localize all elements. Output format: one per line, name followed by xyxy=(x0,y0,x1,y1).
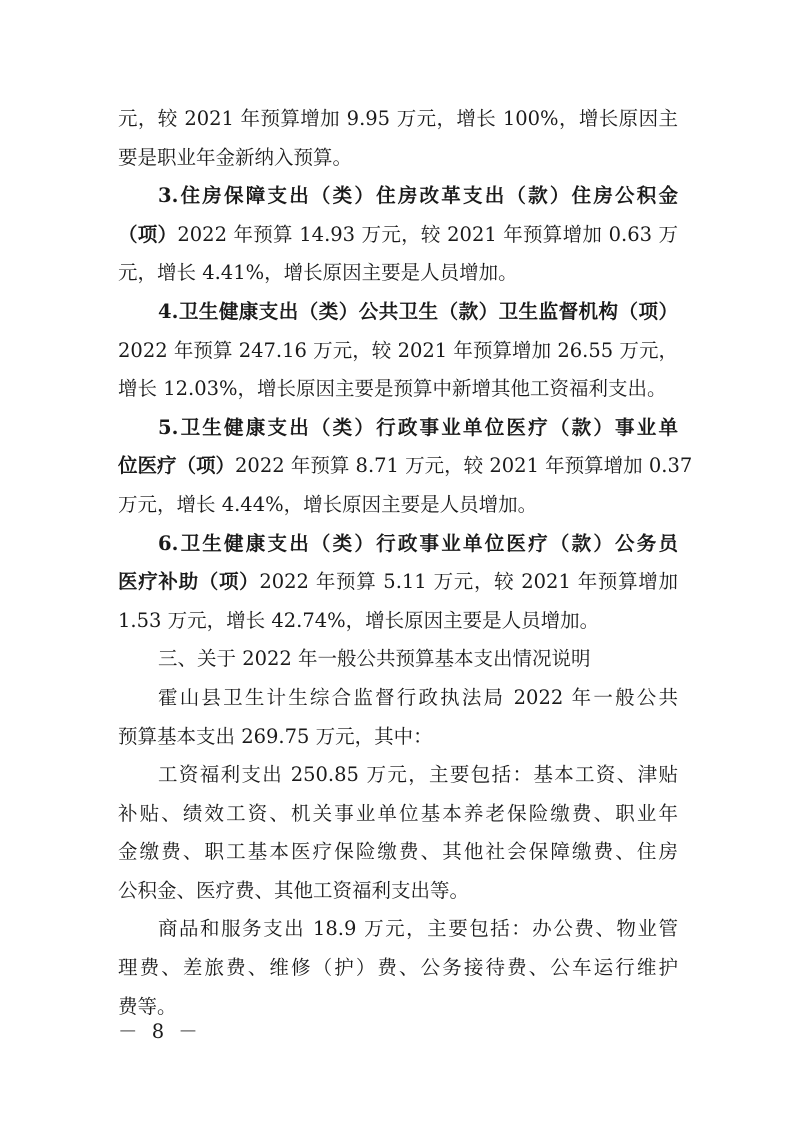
item-heading-cont: 位医疗（项） xyxy=(118,454,236,478)
item-heading: 5.卫生健康支出（类）行政事业单位医疗（款）事业单 xyxy=(158,415,678,439)
text-line: 万元，增长 4.44%，增长原因主要是人员增加。 xyxy=(118,492,538,516)
item-heading-cont: （项） xyxy=(118,222,178,246)
section-title: 三、关于 2022 年一般公共预算基本支出情况说明 xyxy=(158,647,591,671)
text-line xyxy=(118,563,678,602)
text-line: 费等。 xyxy=(118,994,177,1018)
item-heading: 3.住房保障支出（类）住房改革支出（款）住房公积金 xyxy=(158,184,678,208)
text-fragment: 2022 年预算 8.71 万元，较 2021 年预算增加 0.37 xyxy=(235,454,693,478)
text-line: 1.53 万元，增长 42.74%，增长原因主要是人员增加。 xyxy=(118,608,600,632)
item-heading: 6.卫生健康支出（类）行政事业单位医疗（款）公务员 xyxy=(158,531,678,555)
text-line xyxy=(118,216,678,255)
text-line: 商品和服务支出 18.9 万元，主要包括：办公费、物业管 xyxy=(158,917,678,941)
text-fragment: 2022 年预算 5.11 万元，较 2021 年预算增加 xyxy=(259,570,678,594)
text-line: 理费、差旅费、维修（护）费、公务接待费、公车运行维护 xyxy=(118,956,678,980)
text-line: 霍山县卫生计生综合监督行政执法局 2022 年一般公共 xyxy=(158,685,678,709)
text-line: 金缴费、职工基本医疗保险缴费、其他社会保障缴费、住房 xyxy=(118,840,678,864)
text-fragment: 2022 年预算 14.93 万元，较 2021 年预算增加 0.63 万 xyxy=(177,222,678,246)
text-line: 元，较 2021 年预算增加 9.95 万元，增长 100%，增长原因主 xyxy=(118,107,678,130)
document-body xyxy=(118,100,693,1026)
item-heading-cont: 医疗补助（项） xyxy=(118,570,260,594)
text-line xyxy=(118,447,693,486)
text-line: 补贴、绩效工资、机关事业单位基本养老保险缴费、职业年 xyxy=(118,801,678,825)
text-line: 2022 年预算 247.16 万元，较 2021 年预算增加 26.55 万元， xyxy=(118,338,678,362)
page-number: － 8 － xyxy=(118,1020,202,1043)
item-heading: 4.卫生健康支出（类）公共卫生（款）卫生监督机构（项） xyxy=(158,299,678,323)
text-line: 要是职业年金新纳入预算。 xyxy=(118,145,353,169)
text-line: 增长 12.03%，增长原因主要是预算中新增其他工资福利支出。 xyxy=(118,377,667,401)
text-line: 公积金、医疗费、其他工资福利支出等。 xyxy=(118,878,470,902)
text-line: 工资福利支出 250.85 万元，主要包括：基本工资、津贴 xyxy=(158,763,678,787)
text-line: 预算基本支出 269.75 万元，其中： xyxy=(118,724,433,748)
text-line: 元，增长 4.41%，增长原因主要是人员增加。 xyxy=(118,261,518,285)
